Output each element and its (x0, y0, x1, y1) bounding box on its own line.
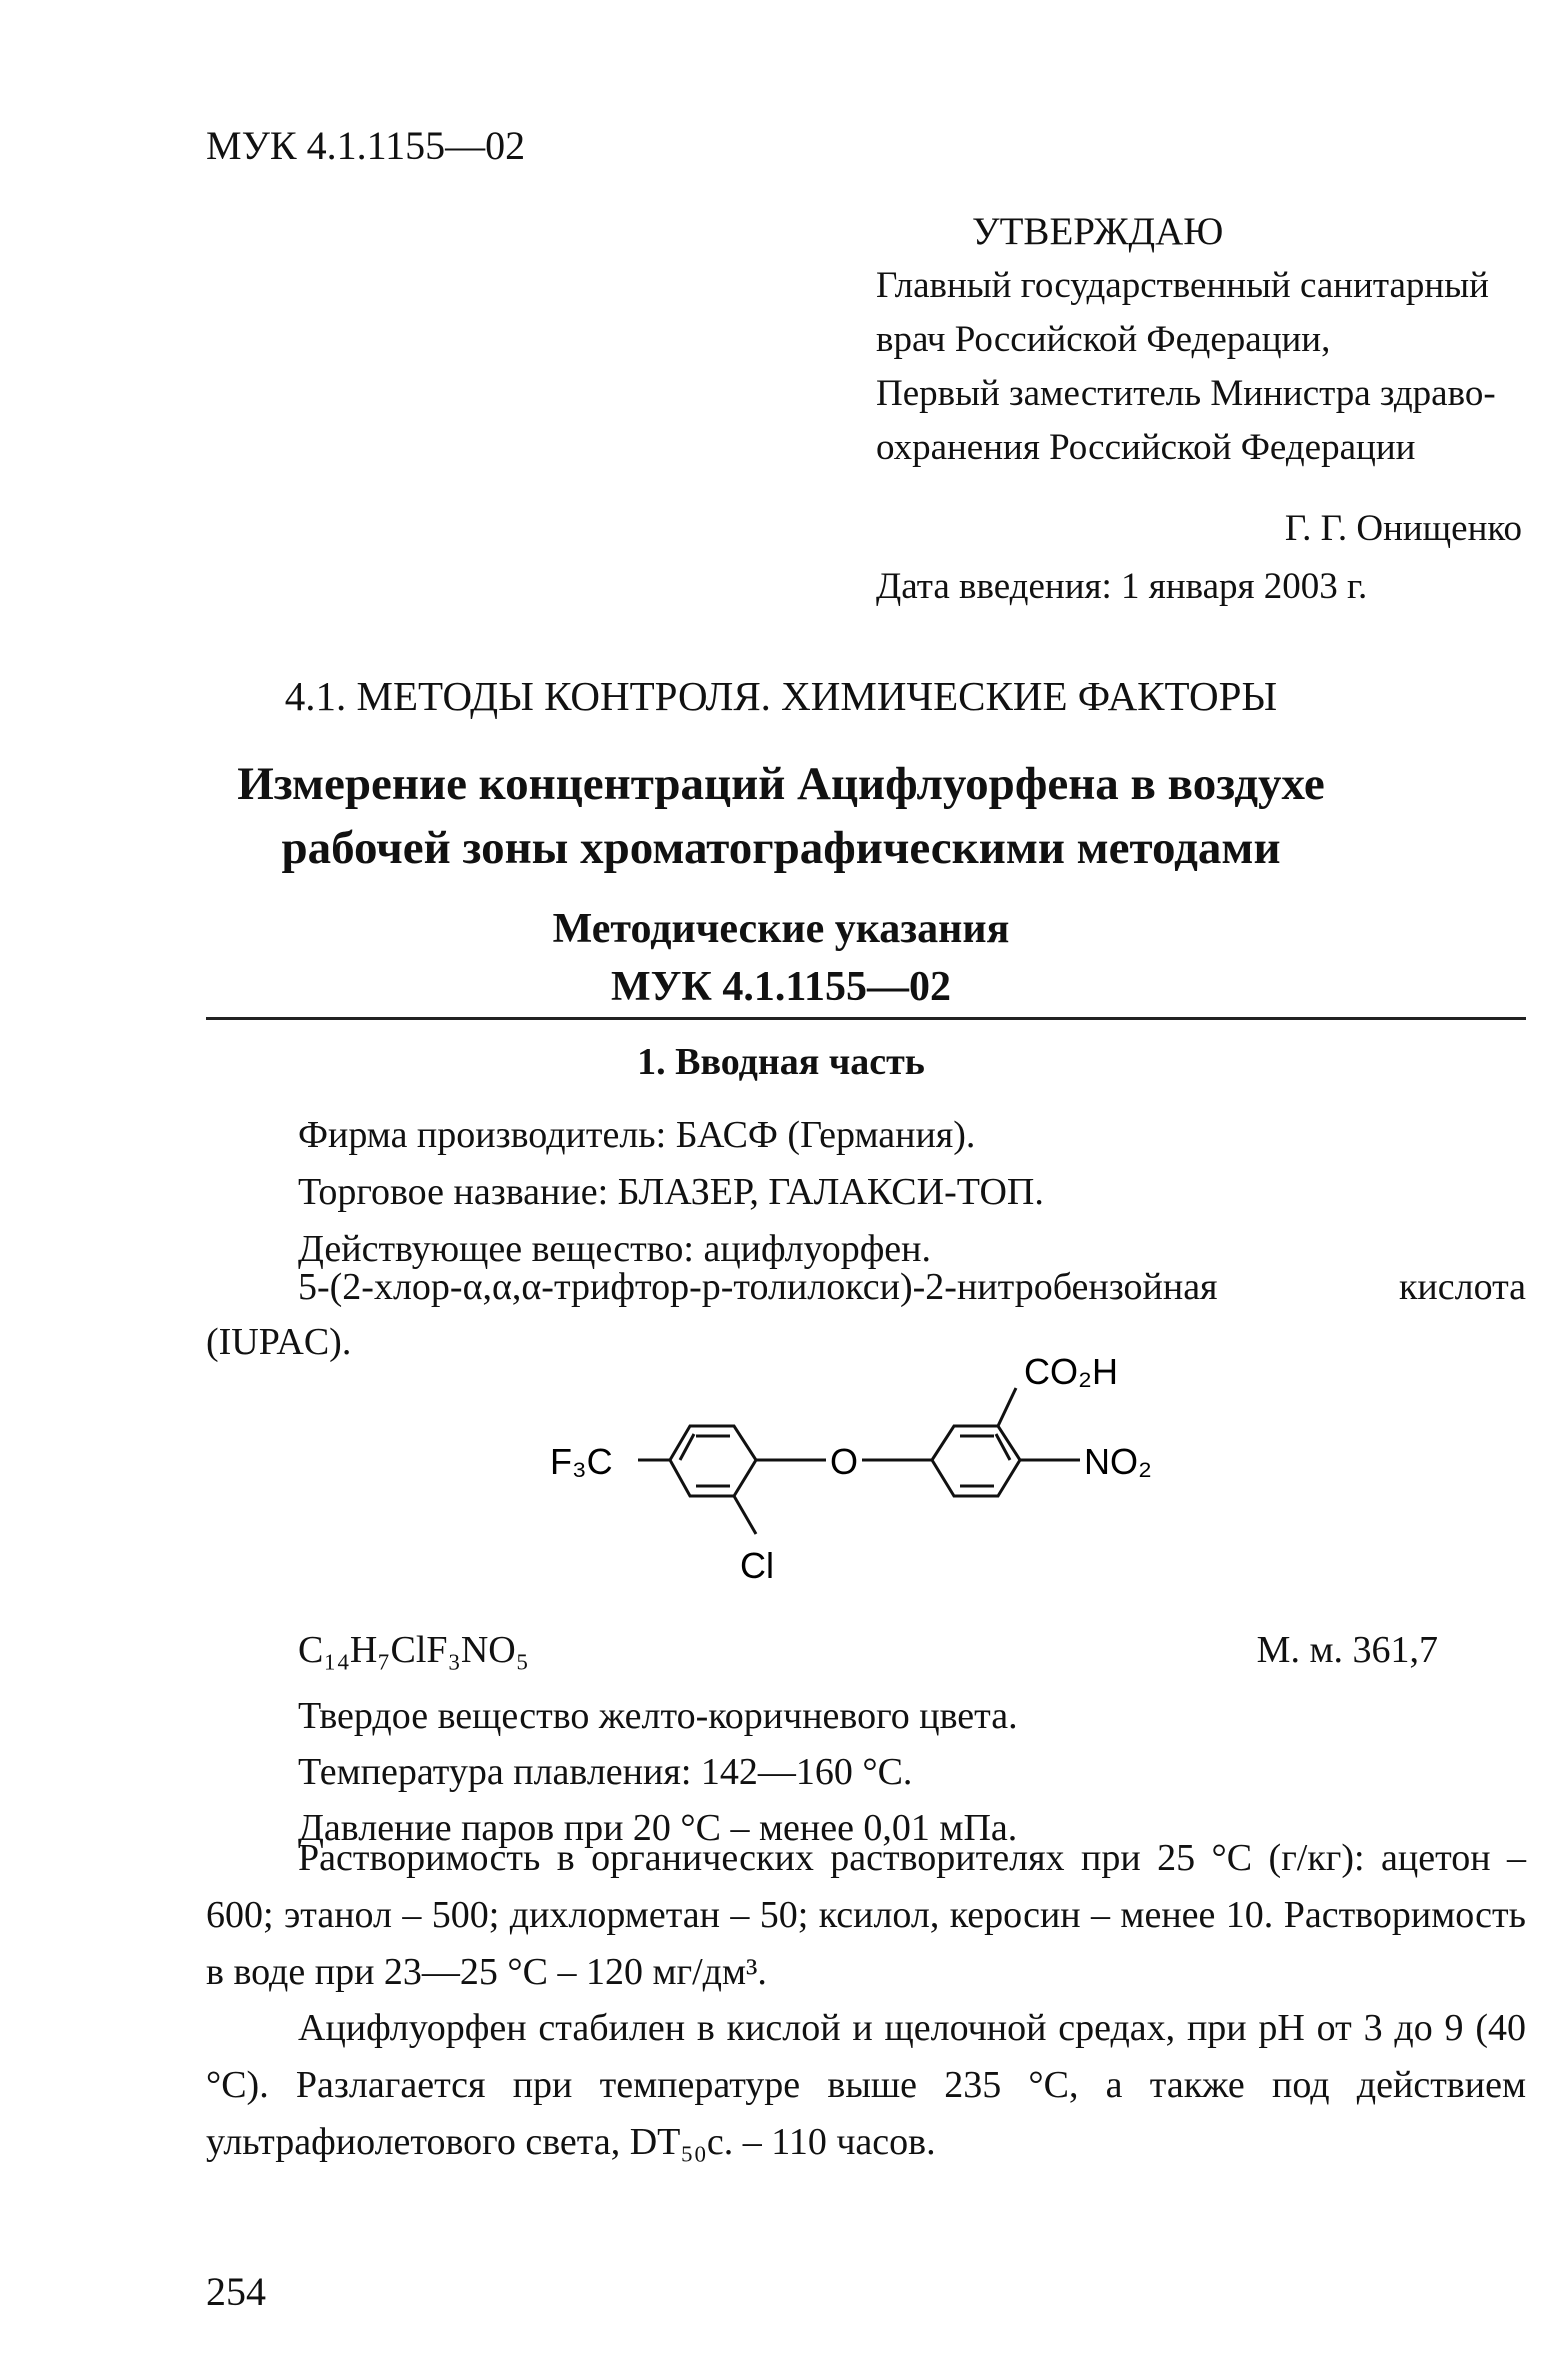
document-subtitle (0, 900, 1562, 1016)
intro-heading: 1. Вводная часть (637, 1041, 925, 1083)
molecular-mass: М. м. 361,7 (1256, 1629, 1438, 1671)
carboxyl-label: CO₂H (1024, 1351, 1118, 1392)
document-code: МУК 4.1.1155—02 (206, 123, 526, 168)
stability-paragraph: Ацифлуорфен стабилен в кислой и щелочной средах, при pH от 3 до 9 (40 °С). Разлагается при температуре выше 235 °С, а также под действием ультрафиолетового света, DT₅₀с. – 110 часов. (206, 2007, 1526, 2163)
title-line: рабочей зоны хроматографическими методами (281, 822, 1281, 874)
signer-name: Г. Г. Онищенко (1284, 508, 1522, 549)
signer-block (876, 500, 1536, 616)
formula-row (298, 1628, 1438, 1672)
approval-line: Первый заместитель Министра здраво- (876, 373, 1496, 414)
appearance-line: Твердое вещество желто-коричневого цвета. (298, 1695, 1018, 1737)
manufacturer-line: Фирма производитель: БАСФ (Германия). (298, 1114, 976, 1156)
iupac-main: 5-(2-хлор-α,α,α-трифтор-p-толилокси)-2-нитробензойная (298, 1266, 1218, 1308)
solubility-paragraph: Растворимость в органических растворителях при 25 °С (г/кг): ацетон – 600; этанол – 500; дихлорметан – 50; ксилол, керосин – менее 10. Растворимость в воде при 23—25 °С – 120 мг/дм³. (206, 1837, 1526, 1993)
molecular-formula: C₁₄H₇ClF₃NO₅ (298, 1629, 529, 1671)
chlorine-label: Cl (740, 1545, 774, 1586)
title-line: Измерение концентраций Ацифлуорфена в воздухе (237, 758, 1325, 810)
f3c-label: F₃C (550, 1441, 613, 1482)
iupac-acid-word: кислота (1398, 1266, 1526, 1308)
oxygen-label: O (830, 1441, 859, 1482)
approval-line: Главный государственный санитарный (876, 265, 1489, 306)
introduction-date: Дата введения: 1 января 2003 г. (876, 566, 1368, 607)
melting-point-line: Температура плавления: 142—160 °С. (298, 1751, 913, 1793)
active-substance-line: Действующее вещество: ацифлуорфен. (298, 1228, 932, 1270)
nitro-label: NO₂ (1084, 1441, 1152, 1482)
subtitle-line: МУК 4.1.1155—02 (610, 964, 952, 1010)
approval-block (876, 205, 1536, 475)
subtitle-line: Методические указания (552, 906, 1010, 952)
section-heading: 4.1. МЕТОДЫ КОНТРОЛЯ. ХИМИЧЕСКИЕ ФАКТОРЫ (284, 673, 1278, 719)
page-number: 254 (206, 2269, 266, 2314)
intro-lines (298, 1107, 1044, 1278)
document-title (0, 752, 1562, 880)
iupac-tail: (IUPAC). (206, 1321, 352, 1363)
vapor-pressure-line: Давление паров при 20 °С – менее 0,01 мПа. (298, 1807, 1018, 1849)
horizontal-rule (206, 1017, 1526, 1020)
approval-line: врач Российской Федерации, (876, 319, 1331, 360)
trade-name-line: Торговое название: БЛАЗЕР, ГАЛАКСИ-ТОП. (298, 1171, 1044, 1213)
approval-line: охранения Российской Федерации (876, 427, 1416, 468)
chemical-structure (540, 1350, 1220, 1620)
approval-heading: УТВЕРЖДАЮ (972, 210, 1224, 253)
